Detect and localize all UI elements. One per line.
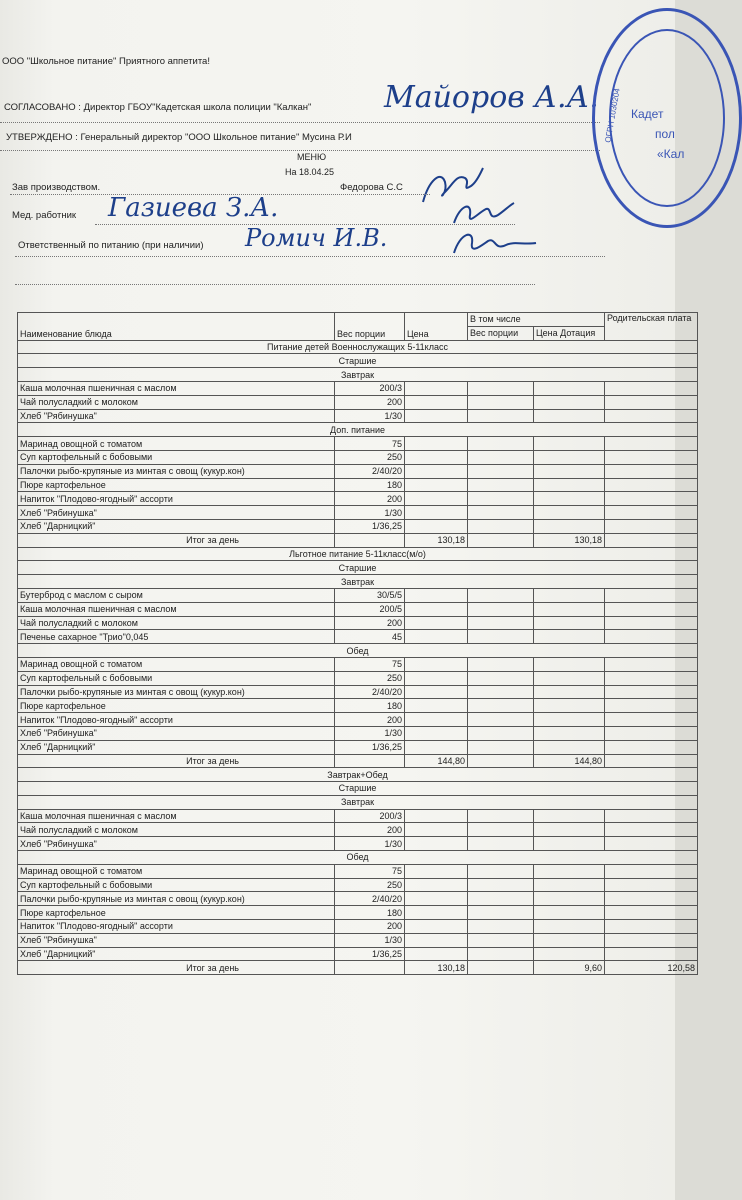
meal-row bbox=[18, 368, 698, 382]
empty-cell bbox=[605, 933, 698, 947]
empty-cell bbox=[468, 588, 534, 602]
table-row bbox=[18, 947, 698, 961]
empty-cell bbox=[534, 381, 605, 395]
total-label: Итог за день bbox=[18, 961, 335, 975]
total-subsidy: 144,80 bbox=[534, 754, 605, 768]
empty-cell bbox=[605, 409, 698, 423]
empty-cell bbox=[605, 657, 698, 671]
empty-cell bbox=[605, 809, 698, 823]
table-row bbox=[18, 616, 698, 630]
empty-cell bbox=[405, 809, 468, 823]
table-row bbox=[18, 920, 698, 934]
total-label: Итог за день bbox=[18, 754, 335, 768]
empty-cell bbox=[468, 906, 534, 920]
dish-name: Каша молочная пшеничная с маслом bbox=[18, 602, 335, 616]
empty-cell bbox=[405, 671, 468, 685]
production-name: Федорова С.С bbox=[340, 182, 403, 193]
approved-line: УТВЕРЖДЕНО : Генеральный директор "ООО Школьное питание" Мусина Р.И bbox=[6, 132, 352, 143]
dish-name: Печенье сахарное "Трио"0,045 bbox=[18, 630, 335, 644]
empty-cell bbox=[405, 381, 468, 395]
stamp-line-3: «Кал bbox=[657, 147, 685, 161]
table-row bbox=[18, 685, 698, 699]
menu-table bbox=[17, 312, 698, 975]
total-sub-weight-cell bbox=[468, 754, 534, 768]
empty-cell bbox=[468, 947, 534, 961]
empty-cell bbox=[405, 506, 468, 520]
empty-cell bbox=[534, 892, 605, 906]
empty-cell bbox=[468, 685, 534, 699]
stamp-line-2: пол bbox=[655, 127, 675, 141]
empty-cell bbox=[534, 809, 605, 823]
responsible-divider bbox=[15, 256, 605, 257]
empty-cell bbox=[605, 588, 698, 602]
dish-name: Суп картофельный с бобовыми bbox=[18, 450, 335, 464]
empty-cell bbox=[405, 685, 468, 699]
empty-cell bbox=[605, 892, 698, 906]
responsible-signature: Ромич И.В. bbox=[245, 224, 388, 252]
dish-weight: 180 bbox=[335, 478, 405, 492]
dish-name: Чай полусладкий с молоком bbox=[18, 823, 335, 837]
empty-cell bbox=[605, 671, 698, 685]
dish-name: Маринад овощной с томатом bbox=[18, 657, 335, 671]
empty-cell bbox=[605, 450, 698, 464]
table-row bbox=[18, 740, 698, 754]
approved-divider bbox=[0, 150, 600, 151]
empty-cell bbox=[605, 699, 698, 713]
empty-cell bbox=[534, 713, 605, 727]
table-row bbox=[18, 906, 698, 920]
meal-row-label: Завтрак bbox=[18, 795, 698, 809]
empty-cell bbox=[468, 602, 534, 616]
empty-cell bbox=[468, 699, 534, 713]
empty-cell bbox=[405, 726, 468, 740]
empty-cell bbox=[468, 464, 534, 478]
dish-weight: 180 bbox=[335, 699, 405, 713]
table-row bbox=[18, 933, 698, 947]
group-row-label: Старшие bbox=[18, 782, 698, 796]
block-title-row bbox=[18, 340, 698, 354]
dish-name: Хлеб "Рябинушка" bbox=[18, 933, 335, 947]
empty-cell bbox=[534, 920, 605, 934]
dish-name: Пюре картофельное bbox=[18, 478, 335, 492]
col-header-parent-fee: Родительская плата bbox=[605, 313, 698, 341]
dish-name: Палочки рыбо-крупяные из минтая с овощ (кукур.кон) bbox=[18, 892, 335, 906]
empty-cell bbox=[405, 464, 468, 478]
empty-cell bbox=[468, 616, 534, 630]
dish-weight: 1/30 bbox=[335, 409, 405, 423]
empty-cell bbox=[605, 492, 698, 506]
total-price: 130,18 bbox=[405, 533, 468, 547]
table-row bbox=[18, 837, 698, 851]
empty-cell bbox=[534, 437, 605, 451]
dish-name: Чай полусладкий с молоком bbox=[18, 395, 335, 409]
empty-cell bbox=[405, 906, 468, 920]
empty-cell bbox=[534, 409, 605, 423]
group-row-label: Старшие bbox=[18, 561, 698, 575]
empty-cell bbox=[468, 837, 534, 851]
empty-cell bbox=[405, 878, 468, 892]
table-row bbox=[18, 699, 698, 713]
empty-cell bbox=[405, 588, 468, 602]
empty-cell bbox=[605, 437, 698, 451]
empty-cell bbox=[605, 602, 698, 616]
empty-cell bbox=[605, 878, 698, 892]
empty-cell bbox=[468, 657, 534, 671]
empty-cell bbox=[534, 933, 605, 947]
empty-cell bbox=[534, 837, 605, 851]
table-row bbox=[18, 464, 698, 478]
responsible-label: Ответственный по питанию (при наличии) bbox=[18, 240, 204, 251]
empty-cell bbox=[405, 519, 468, 533]
block-title-row-label: Завтрак+Обед bbox=[18, 768, 698, 782]
empty-cell bbox=[468, 409, 534, 423]
col-header-weight: Вес порции bbox=[335, 313, 405, 341]
empty-cell bbox=[534, 671, 605, 685]
table-row bbox=[18, 381, 698, 395]
meal-row-label: Завтрак bbox=[18, 575, 698, 589]
organization-stamp bbox=[592, 8, 742, 228]
empty-cell bbox=[468, 437, 534, 451]
empty-cell bbox=[468, 933, 534, 947]
empty-cell bbox=[534, 906, 605, 920]
empty-cell bbox=[605, 478, 698, 492]
empty-cell bbox=[468, 381, 534, 395]
total-sub-weight-cell bbox=[468, 533, 534, 547]
dish-weight: 75 bbox=[335, 657, 405, 671]
table-row bbox=[18, 588, 698, 602]
total-row bbox=[18, 533, 698, 547]
empty-cell bbox=[534, 685, 605, 699]
table-row bbox=[18, 878, 698, 892]
dish-weight: 200/5 bbox=[335, 602, 405, 616]
menu-date: На 18.04.25 bbox=[285, 167, 335, 177]
dish-name: Суп картофельный с бобовыми bbox=[18, 671, 335, 685]
block-title-row-label: Питание детей Военнослужащих 5-11класс bbox=[18, 340, 698, 354]
empty-cell bbox=[405, 395, 468, 409]
empty-cell bbox=[468, 892, 534, 906]
empty-cell bbox=[605, 837, 698, 851]
dish-weight: 200 bbox=[335, 920, 405, 934]
empty-cell bbox=[405, 478, 468, 492]
meal-row-label: Завтрак bbox=[18, 368, 698, 382]
col-header-sub-weight: Вес порции bbox=[468, 326, 534, 340]
empty-cell bbox=[534, 726, 605, 740]
dish-weight: 250 bbox=[335, 450, 405, 464]
table-row bbox=[18, 892, 698, 906]
dish-name: Хлеб "Рябинушка" bbox=[18, 409, 335, 423]
empty-cell bbox=[534, 492, 605, 506]
director-signature: Майоров А.А. bbox=[384, 80, 599, 115]
col-header-name: Наименование блюда bbox=[18, 313, 335, 341]
empty-cell bbox=[468, 450, 534, 464]
dish-name: Хлеб "Дарницкий" bbox=[18, 740, 335, 754]
empty-cell bbox=[605, 713, 698, 727]
menu-title: МЕНЮ bbox=[297, 152, 327, 162]
medic-label: Мед. работник bbox=[12, 210, 77, 221]
empty-cell bbox=[534, 823, 605, 837]
table-row bbox=[18, 713, 698, 727]
table-row bbox=[18, 823, 698, 837]
col-header-sub-subsidy: Цена Дотация bbox=[534, 326, 605, 340]
empty-cell bbox=[605, 906, 698, 920]
meal-row bbox=[18, 423, 698, 437]
empty-cell bbox=[405, 616, 468, 630]
table-row bbox=[18, 630, 698, 644]
empty-cell bbox=[468, 630, 534, 644]
total-price: 144,80 bbox=[405, 754, 468, 768]
table-row bbox=[18, 671, 698, 685]
dish-weight: 200 bbox=[335, 616, 405, 630]
empty-cell bbox=[468, 740, 534, 754]
total-label: Итог за день bbox=[18, 533, 335, 547]
dish-weight: 1/36,25 bbox=[335, 947, 405, 961]
empty-cell bbox=[534, 588, 605, 602]
empty-cell bbox=[534, 630, 605, 644]
dish-name: Хлеб "Рябинушка" bbox=[18, 506, 335, 520]
empty-cell bbox=[405, 437, 468, 451]
empty-cell bbox=[468, 519, 534, 533]
empty-cell bbox=[534, 506, 605, 520]
empty-cell bbox=[405, 713, 468, 727]
block-title-row bbox=[18, 768, 698, 782]
empty-cell bbox=[605, 685, 698, 699]
meal-row-label: Обед bbox=[18, 851, 698, 865]
dish-weight: 200 bbox=[335, 713, 405, 727]
dish-weight: 75 bbox=[335, 864, 405, 878]
empty-cell bbox=[405, 630, 468, 644]
total-subsidy: 130,18 bbox=[534, 533, 605, 547]
empty-cell bbox=[534, 464, 605, 478]
empty-cell bbox=[468, 506, 534, 520]
empty-cell bbox=[605, 864, 698, 878]
dish-weight: 2/40/20 bbox=[335, 685, 405, 699]
table-row bbox=[18, 478, 698, 492]
dish-weight: 1/30 bbox=[335, 506, 405, 520]
table-row bbox=[18, 437, 698, 451]
total-parent-fee bbox=[605, 754, 698, 768]
meal-row bbox=[18, 851, 698, 865]
empty-cell bbox=[468, 671, 534, 685]
empty-cell bbox=[468, 492, 534, 506]
empty-cell bbox=[534, 602, 605, 616]
table-header-row bbox=[18, 313, 698, 327]
dish-name: Напиток "Плодово-ягодный" ассорти bbox=[18, 492, 335, 506]
dish-name: Хлеб "Дарницкий" bbox=[18, 947, 335, 961]
empty-cell bbox=[468, 478, 534, 492]
empty-cell bbox=[405, 450, 468, 464]
total-weight-cell bbox=[335, 754, 405, 768]
medic-signature: Газиева З.А. bbox=[108, 193, 279, 223]
empty-cell bbox=[534, 519, 605, 533]
total-price: 130,18 bbox=[405, 961, 468, 975]
dish-weight: 1/30 bbox=[335, 933, 405, 947]
meal-row bbox=[18, 795, 698, 809]
table-row bbox=[18, 726, 698, 740]
extra-divider bbox=[15, 284, 535, 285]
empty-cell bbox=[405, 657, 468, 671]
dish-name: Бутерброд с маслом с сыром bbox=[18, 588, 335, 602]
empty-cell bbox=[534, 699, 605, 713]
empty-cell bbox=[405, 823, 468, 837]
dish-name: Хлеб "Рябинушка" bbox=[18, 837, 335, 851]
dish-name: Напиток "Плодово-ягодный" ассорти bbox=[18, 713, 335, 727]
empty-cell bbox=[405, 892, 468, 906]
block-title-row-label: Льготное питание 5-11класс(м/о) bbox=[18, 547, 698, 561]
empty-cell bbox=[405, 933, 468, 947]
dish-weight: 200 bbox=[335, 492, 405, 506]
empty-cell bbox=[605, 920, 698, 934]
table-row bbox=[18, 506, 698, 520]
table-row bbox=[18, 809, 698, 823]
dish-name: Каша молочная пшеничная с маслом bbox=[18, 809, 335, 823]
dish-weight: 250 bbox=[335, 878, 405, 892]
empty-cell bbox=[405, 602, 468, 616]
dish-name: Пюре картофельное bbox=[18, 906, 335, 920]
total-parent-fee: 120,58 bbox=[605, 961, 698, 975]
dish-name: Чай полусладкий с молоком bbox=[18, 616, 335, 630]
stamp-ring-text: ОГРН 1030204 bbox=[603, 87, 622, 144]
block-title-row bbox=[18, 547, 698, 561]
dish-weight: 200 bbox=[335, 823, 405, 837]
total-parent-fee bbox=[605, 533, 698, 547]
dish-name: Каша молочная пшеничная с маслом bbox=[18, 381, 335, 395]
dish-weight: 200/3 bbox=[335, 809, 405, 823]
agreed-line: СОГЛАСОВАНО : Директор ГБОУ"Кадетская школа полиции "Калкан" bbox=[4, 102, 312, 113]
empty-cell bbox=[468, 920, 534, 934]
empty-cell bbox=[534, 616, 605, 630]
table-row bbox=[18, 602, 698, 616]
dish-weight: 2/40/20 bbox=[335, 464, 405, 478]
empty-cell bbox=[468, 823, 534, 837]
total-row bbox=[18, 754, 698, 768]
empty-cell bbox=[534, 864, 605, 878]
stamp-line-1: Кадет bbox=[631, 107, 664, 121]
dish-weight: 180 bbox=[335, 906, 405, 920]
empty-cell bbox=[405, 740, 468, 754]
empty-cell bbox=[534, 478, 605, 492]
table-row bbox=[18, 657, 698, 671]
dish-name: Напиток "Плодово-ягодный" ассорти bbox=[18, 920, 335, 934]
empty-cell bbox=[534, 947, 605, 961]
empty-cell bbox=[534, 450, 605, 464]
group-row bbox=[18, 782, 698, 796]
dish-weight: 75 bbox=[335, 437, 405, 451]
dish-weight: 1/36,25 bbox=[335, 519, 405, 533]
empty-cell bbox=[534, 878, 605, 892]
empty-cell bbox=[605, 381, 698, 395]
dish-name: Суп картофельный с бобовыми bbox=[18, 878, 335, 892]
empty-cell bbox=[405, 699, 468, 713]
agreed-divider bbox=[0, 122, 600, 123]
empty-cell bbox=[605, 726, 698, 740]
dish-weight: 2/40/20 bbox=[335, 892, 405, 906]
empty-cell bbox=[468, 726, 534, 740]
empty-cell bbox=[605, 519, 698, 533]
empty-cell bbox=[405, 409, 468, 423]
empty-cell bbox=[468, 878, 534, 892]
table-row bbox=[18, 395, 698, 409]
dish-weight: 45 bbox=[335, 630, 405, 644]
table-row bbox=[18, 450, 698, 464]
dish-name: Хлеб "Рябинушка" bbox=[18, 726, 335, 740]
empty-cell bbox=[405, 947, 468, 961]
table-row bbox=[18, 864, 698, 878]
group-row bbox=[18, 561, 698, 575]
dish-name: Маринад овощной с томатом bbox=[18, 864, 335, 878]
table-row bbox=[18, 492, 698, 506]
group-row bbox=[18, 354, 698, 368]
dish-name: Палочки рыбо-крупяные из минтая с овощ (кукур.кон) bbox=[18, 464, 335, 478]
meal-row-label: Обед bbox=[18, 644, 698, 658]
meal-row bbox=[18, 575, 698, 589]
dish-weight: 30/5/5 bbox=[335, 588, 405, 602]
dish-weight: 1/36,25 bbox=[335, 740, 405, 754]
empty-cell bbox=[468, 809, 534, 823]
group-row-label: Старшие bbox=[18, 354, 698, 368]
empty-cell bbox=[534, 740, 605, 754]
empty-cell bbox=[405, 920, 468, 934]
empty-cell bbox=[405, 864, 468, 878]
total-row bbox=[18, 961, 698, 975]
total-sub-weight-cell bbox=[468, 961, 534, 975]
total-weight-cell bbox=[335, 961, 405, 975]
col-header-price: Цена bbox=[405, 313, 468, 341]
col-header-including: В том числе bbox=[468, 313, 605, 327]
dish-name: Маринад овощной с томатом bbox=[18, 437, 335, 451]
empty-cell bbox=[605, 823, 698, 837]
dish-weight: 1/30 bbox=[335, 837, 405, 851]
empty-cell bbox=[605, 464, 698, 478]
dish-name: Пюре картофельное bbox=[18, 699, 335, 713]
empty-cell bbox=[468, 713, 534, 727]
production-label: Зав производством. bbox=[12, 182, 101, 193]
meal-row-label: Доп. питание bbox=[18, 423, 698, 437]
dish-weight: 200 bbox=[335, 395, 405, 409]
empty-cell bbox=[605, 740, 698, 754]
empty-cell bbox=[605, 506, 698, 520]
empty-cell bbox=[405, 837, 468, 851]
dish-weight: 1/30 bbox=[335, 726, 405, 740]
empty-cell bbox=[468, 395, 534, 409]
dish-weight: 200/3 bbox=[335, 381, 405, 395]
company-line: ООО "Школьное питание" Приятного аппетита! bbox=[2, 56, 210, 67]
dish-name: Палочки рыбо-крупяные из минтая с овощ (кукур.кон) bbox=[18, 685, 335, 699]
meal-row bbox=[18, 644, 698, 658]
dish-name: Хлеб "Дарницкий" bbox=[18, 519, 335, 533]
empty-cell bbox=[605, 616, 698, 630]
empty-cell bbox=[405, 492, 468, 506]
menu-table-body bbox=[18, 313, 698, 975]
table-row bbox=[18, 519, 698, 533]
empty-cell bbox=[605, 947, 698, 961]
empty-cell bbox=[534, 657, 605, 671]
empty-cell bbox=[534, 395, 605, 409]
empty-cell bbox=[605, 630, 698, 644]
total-weight-cell bbox=[335, 533, 405, 547]
responsible-initials-signature bbox=[448, 225, 538, 265]
empty-cell bbox=[468, 864, 534, 878]
table-row bbox=[18, 409, 698, 423]
empty-cell bbox=[605, 395, 698, 409]
dish-weight: 250 bbox=[335, 671, 405, 685]
total-subsidy: 9,60 bbox=[534, 961, 605, 975]
stamp-inner-ring bbox=[609, 29, 725, 207]
